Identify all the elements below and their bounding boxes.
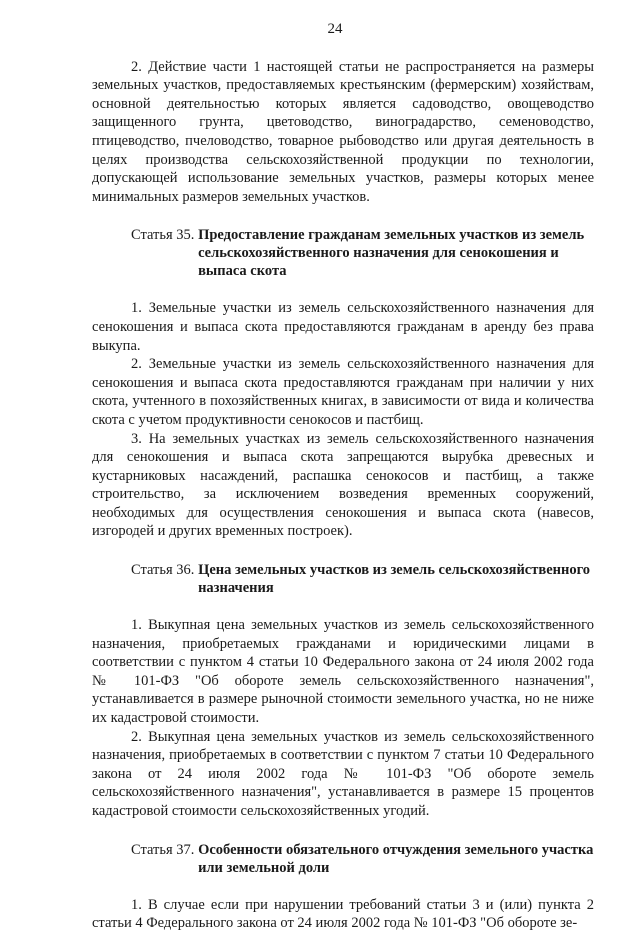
- page-number: 24: [327, 21, 343, 37]
- paragraph-art34-item2: 2. Действие части 1 настоящей статьи не распространяется на размеры земельных участков, предоставляемых крестьянским (фермерским) хозяйствам, основной деятельностью которых является садоводство, овощеводство защищенного грунта, цветоводство, виноградарство, семеноводство, птицеводство, пчеловодство, товарное рыбоводство или другая деятельность в целях производства сельскохозяйственной продукции по технологии, допускающей использование земельных участков, размеры которых менее минимальных размеров земельных участков.: [92, 58, 594, 205]
- article-number: Статья 36.: [131, 562, 195, 579]
- paragraph-art35-item1: 1. Земельные участки из земель сельскохозяйственного назначения для сенокошения и выпаса скота предоставляются гражданам в аренду без права выкупа.: [92, 300, 594, 354]
- article-title: Особенности обязательного отчуждения земельного участка или земельной доли: [198, 841, 594, 876]
- paragraph-art36-item2: 2. Выкупная цена земельных участков из земель сельскохозяйственного назначения, приобретаемых в соответствии с пунктом 7 статьи 10 Федерального закона от 24 июля 2002 года № 101-ФЗ "Об обороте земель сельскохозяйственного назначения", устанавливается в размере 15 процентов кадастровой стоимости сельскохозяйственных угодий.: [92, 728, 594, 819]
- paragraph-art36-item1: 1. Выкупная цена земельных участков из земель сельскохозяйственного назначения, приобретаемых гражданами и юридическими лицами в соответствии с пунктом 4 статьи 10 Федерального закона от 24 июля 2002 года № 101-ФЗ "Об обороте земель сельскохозяйственного назначения", устанавливается в размере рыночной стоимости земельного участка, но не ниже их кадастровой стоимости.: [92, 617, 594, 727]
- paragraph-art35-item2: 2. Земельные участки из земель сельскохозяйственного назначения для сенокошения и выпаса скота предоставляются гражданам при наличии у них скота, учтенного в похозяйственных книгах, в зависимости от вида и количества скота с учетом продуктивности сенокосов и пастбищ.: [92, 356, 594, 428]
- article-title: Предоставление гражданам земельных участков из земель сельскохозяйственного назначения для сенокошения и выпаса скота: [198, 227, 585, 280]
- article-heading-35: [92, 226, 594, 280]
- paragraph-art37-item1: 1. В случае если при нарушении требований статьи 3 и (или) пункта 2 статьи 4 Федерального закона от 24 июля 2002 года № 101-ФЗ "Об обороте зе-: [92, 896, 594, 932]
- paragraph-art35-item3: 3. На земельных участках из земель сельскохозяйственного назначения для сенокошения и выпаса скота запрещаются вырубка древесных и кустарниковых насаждений, распашка сенокосов и пастбищ, а также строительство, за исключением возведения временных сооружений, необходимых для осуществления сенокошения и выпаса скота (навесов, изгородей и других временных построек).: [92, 430, 594, 540]
- article-title: Цена земельных участков из земель сельскохозяйственного назначения: [198, 562, 591, 597]
- article-heading-36: [92, 561, 594, 597]
- article-heading-37: [92, 841, 594, 877]
- article-number: Статья 35.: [131, 227, 195, 244]
- article-number: Статья 37.: [131, 841, 195, 858]
